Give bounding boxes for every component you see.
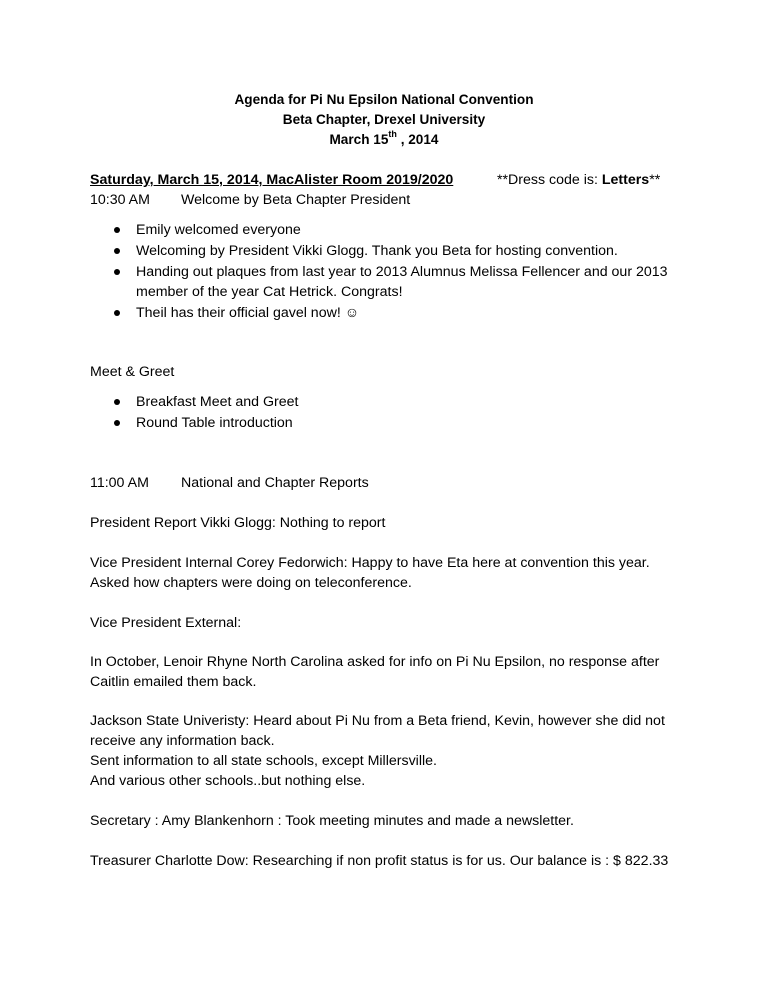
vp-internal-report: Vice President Internal Corey Fedorwich: Happy to have Eta here at convention this year. Asked how chapters were doing on teleconference.	[90, 555, 650, 591]
other-schools-note: And various other schools..but nothing else.	[90, 773, 366, 789]
bullet-icon	[114, 248, 120, 254]
welcome-time: 10:30 AM	[90, 192, 150, 208]
list-item: Round Table introduction	[136, 415, 293, 431]
state-schools-note: Sent information to all state schools, except Millersville.	[90, 753, 437, 769]
jackson-note: Jackson State Univeristy: Heard about Pi Nu from a Beta friend, Kevin, however she did not receive any information back.	[90, 713, 665, 749]
bullet-icon	[114, 310, 120, 316]
document-title: Agenda for Pi Nu Epsilon National Convention	[234, 92, 534, 107]
dress-code: **Dress code is: Letters**	[497, 172, 661, 188]
bullet-icon	[114, 420, 120, 426]
reports-time: 11:00 AM	[90, 475, 149, 491]
october-note: In October, Lenoir Rhyne North Carolina asked for info on Pi Nu Epsilon, no response after Caitlin emailed them back.	[90, 654, 660, 690]
welcome-label: Welcome by Beta Chapter President	[181, 192, 411, 208]
list-item: Breakfast Meet and Greet	[136, 394, 299, 410]
list-item: Welcoming by President Vikki Glogg. Thank you Beta for hosting convention.	[136, 243, 618, 259]
reports-label: National and Chapter Reports	[181, 475, 369, 491]
secretary-report: Secretary : Amy Blankenhorn : Took meeting minutes and made a newsletter.	[90, 813, 574, 829]
treasurer-report: Treasurer Charlotte Dow: Researching if non profit status is for us. Our balance is : $ 822.33	[90, 853, 669, 869]
list-item: Handing out plaques from last year to 2013 Alumnus Melissa Fellencer and our 2013 member of the year Cat Hetrick. Congrats!	[136, 264, 668, 300]
bullet-icon	[114, 227, 120, 233]
list-item: Theil has their official gavel now! ☺	[136, 305, 360, 321]
date-subtitle: March 15th , 2014	[329, 129, 439, 147]
bullet-icon	[114, 269, 120, 275]
session-heading: Saturday, March 15, 2014, MacAlister Room 2019/2020	[90, 172, 454, 188]
vp-external-heading: Vice President External:	[90, 615, 242, 631]
list-item: Emily welcomed everyone	[136, 222, 301, 238]
meet-heading: Meet & Greet	[90, 364, 175, 380]
chapter-subtitle: Beta Chapter, Drexel University	[282, 112, 486, 127]
president-report: President Report Vikki Glogg: Nothing to report	[90, 515, 386, 531]
bullet-icon	[114, 399, 120, 405]
